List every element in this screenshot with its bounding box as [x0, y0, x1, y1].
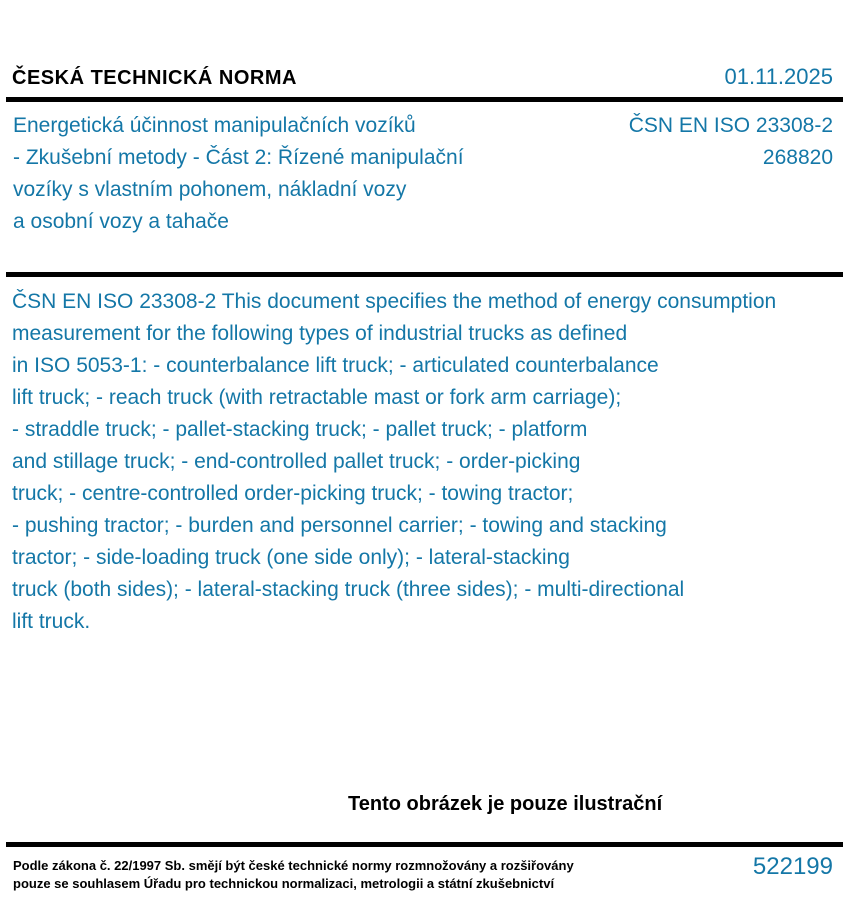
abstract-text	[12, 286, 776, 638]
divider-middle	[6, 272, 843, 277]
divider-top	[6, 97, 843, 102]
norm-identifiers	[629, 110, 833, 174]
abstract-line: lift truck.	[12, 610, 91, 633]
abstract-line: tractor; - side-loading truck (one side only); - lateral-stacking	[12, 546, 570, 569]
abstract-line: ČSN EN ISO 23308-2 This document specifies the method of energy consumption	[12, 290, 777, 313]
footer-legal-line: pouze se souhlasem Úřadu pro technickou normalizaci, metrologii a státní zkušebnictví	[13, 876, 555, 891]
abstract-line: in ISO 5053-1: - counterbalance lift truck; - articulated counterbalance	[12, 354, 659, 377]
norm-title-line: - Zkušební metody - Část 2: Řízené manipulační	[13, 146, 464, 169]
abstract-line: measurement for the following types of industrial trucks as defined	[12, 322, 628, 345]
footer-order-number: 522199	[752, 853, 833, 880]
norm-title-line: Energetická účinnost manipulačních vozíků	[13, 114, 416, 137]
header	[12, 64, 833, 90]
footer-legal	[13, 857, 574, 893]
norm-title-line: vozíky s vlastním pohonem, nákladní vozy	[13, 178, 407, 201]
page-title: ČESKÁ TECHNICKÁ NORMA	[12, 67, 297, 89]
footer-legal-line: Podle zákona č. 22/1997 Sb. smějí být české technické normy rozmnožovány a rozšiřovány	[13, 858, 574, 873]
divider-bottom	[6, 842, 843, 847]
norm-designation: ČSN EN ISO 23308-2	[628, 114, 833, 137]
norm-class-number: 268820	[762, 146, 833, 169]
abstract-line: truck; - centre-controlled order-picking truck; - towing tractor;	[12, 482, 574, 505]
abstract-line: lift truck; - reach truck (with retractable mast or fork arm carriage);	[12, 386, 622, 409]
abstract-line: truck (both sides); - lateral-stacking truck (three sides); - multi-directional	[12, 578, 685, 601]
abstract-line: - straddle truck; - pallet-stacking truck; - pallet truck; - platform	[12, 418, 588, 441]
illustration-note: Tento obrázek je pouze ilustrační	[348, 793, 663, 815]
abstract-line: and stillage truck; - end-controlled pallet truck; - order-picking	[12, 450, 581, 473]
publication-date: 01.11.2025	[724, 64, 833, 89]
norm-title	[13, 110, 464, 238]
norm-title-line: a osobní vozy a tahače	[13, 210, 229, 233]
abstract-line: - pushing tractor; - burden and personnel carrier; - towing and stacking	[12, 514, 667, 537]
